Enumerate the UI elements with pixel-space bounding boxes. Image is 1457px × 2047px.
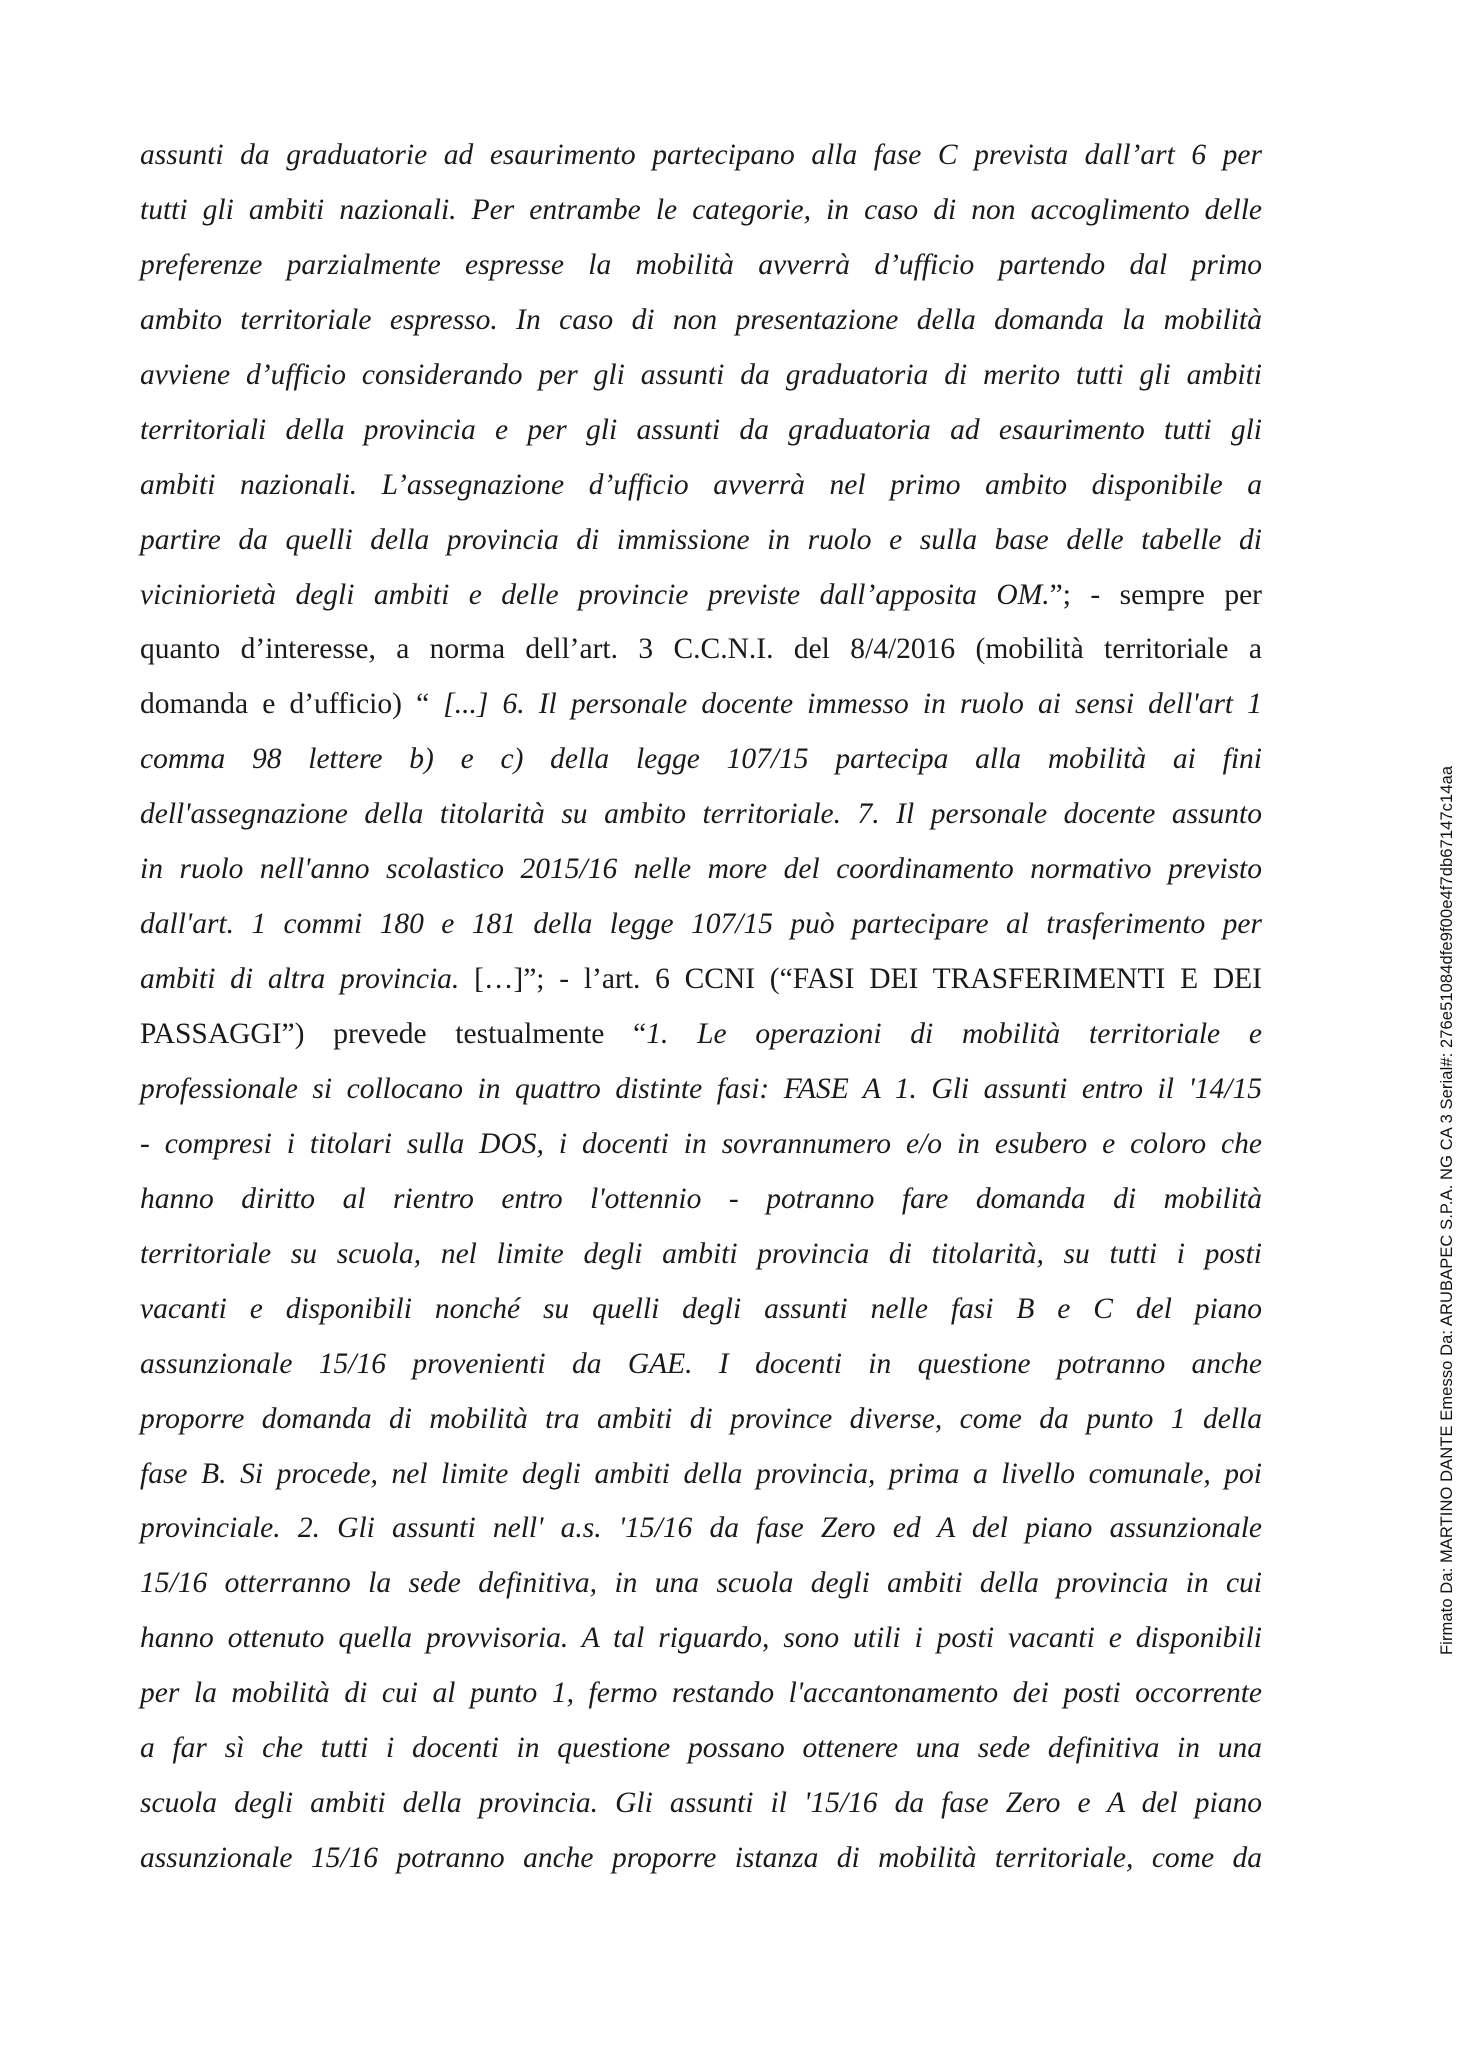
text-line <box>140 1611 1262 1666</box>
text-segment: ”; - sempre per <box>1049 578 1263 611</box>
text-line <box>140 732 1262 787</box>
text-segment: proporre domanda di mobilità tra ambiti di province diverse, come da punto 1 della <box>140 1402 1262 1435</box>
text-line <box>140 1007 1262 1062</box>
text-line <box>140 568 1262 623</box>
text-line <box>140 128 1262 183</box>
text-line <box>140 1227 1262 1282</box>
text-segment: hanno diritto al rientro entro l'ottennio - potranno fare domanda di mobilità <box>140 1182 1262 1215</box>
text-line <box>140 622 1262 677</box>
text-segment: in ruolo nell'anno scolastico 2015/16 nelle more del coordinamento normativo previsto <box>140 853 1262 886</box>
text-segment: territoriali della provincia e per gli assunti da graduatoria ad esaurimento tutti gli <box>140 413 1262 446</box>
text-segment: ambito territoriale espresso. In caso di non presentazione della domanda la mobilità <box>140 303 1262 336</box>
text-segment: tutti gli ambiti nazionali. Per entrambe le categorie, in caso di non accoglimento delle <box>140 193 1262 226</box>
text-line <box>140 1117 1262 1172</box>
text-segment: hanno ottenuto quella provvisoria. A tal riguardo, sono utili i posti vacanti e disponibili <box>140 1622 1262 1655</box>
text-segment: assunzionale 15/16 potranno anche proporre istanza di mobilità territoriale, come da <box>140 1842 1262 1875</box>
text-line <box>140 677 1262 732</box>
text-line <box>140 787 1262 842</box>
text-line <box>140 952 1262 1007</box>
text-line <box>140 897 1262 952</box>
text-segment: territoriale su scuola, nel limite degli ambiti provincia di titolarità, su tutti i posti <box>140 1237 1262 1270</box>
text-segment: vacanti e disponibili nonché su quelli degli assunti nelle fasi B e C del piano <box>140 1292 1262 1325</box>
text-segment: partire da quelli della provincia di immissione in ruolo e sulla base delle tabelle di <box>140 523 1262 556</box>
text-segment: assunti da graduatorie ad esaurimento partecipano alla fase C prevista dall’art 6 per <box>140 139 1262 171</box>
text-line <box>140 1337 1262 1392</box>
text-segment: viciniorietà degli ambiti e delle provincie previste dall’apposita OM. <box>140 578 1050 611</box>
text-line <box>140 513 1262 568</box>
text-line <box>140 1556 1262 1611</box>
text-line <box>140 1721 1262 1776</box>
text-line <box>140 1831 1262 1886</box>
text-segment: professionale si collocano in quattro distinte fasi: FASE A 1. Gli assunti entro il '14/15 <box>140 1072 1262 1105</box>
text-segment: […]”; - l’art. 6 CCNI (“FASI DEI TRASFERIMENTI E DEI <box>474 963 1262 996</box>
text-line <box>140 348 1262 403</box>
text-segment: avviene d’ufficio considerando per gli assunti da graduatoria di merito tutti gli ambiti <box>140 358 1262 391</box>
text-segment: dell'assegnazione della titolarità su ambito territoriale. 7. Il personale docente assunto <box>140 798 1262 831</box>
text-segment: scuola degli ambiti della provincia. Gli assunti il '15/16 da fase Zero e A del piano <box>140 1787 1262 1820</box>
text-segment: 15/16 otterranno la sede definitiva, in una scuola degli ambiti della provincia in cui <box>140 1567 1262 1600</box>
text-line <box>140 1172 1262 1227</box>
text-line <box>140 458 1262 513</box>
text-segment: domanda e d’ufficio) “ <box>140 688 444 721</box>
text-line <box>140 1447 1262 1502</box>
text-segment: - compresi i titolari sulla DOS, i docenti in sovrannumero e/o in esubero e coloro che <box>140 1127 1262 1160</box>
text-segment: PASSAGGI”) prevede testualmente “ <box>140 1018 647 1050</box>
text-line <box>140 1062 1262 1117</box>
text-segment: 1. Le operazioni di mobilità territoriale e <box>646 1018 1262 1050</box>
text-segment: ambiti nazionali. L’assegnazione d’ufficio avverrà nel primo ambito disponibile a <box>140 468 1262 501</box>
text-line <box>140 183 1262 238</box>
text-segment: ambiti di altra provincia. <box>140 963 475 996</box>
text-segment: dall'art. 1 commi 180 e 181 della legge 107/15 può partecipare al trasferimento per <box>140 908 1262 941</box>
text-segment: a far sì che tutti i docenti in questione possano ottenere una sede definitiva in una <box>140 1732 1262 1765</box>
text-line <box>140 1776 1262 1831</box>
text-segment: assunzionale 15/16 provenienti da GAE. I docenti in questione potranno anche <box>140 1347 1262 1380</box>
text-line <box>140 1392 1262 1447</box>
digital-signature-stamp: Firmato Da: MARTINO DANTE Emesso Da: ARUBAPEC S.P.A. NG CA 3 Serial#: 276e51084dfe9f00e4f7db67147c14aa <box>1438 765 1456 1655</box>
text-segment: fase B. Si procede, nel limite degli ambiti della provincia, prima a livello comunale, poi <box>140 1457 1262 1490</box>
text-line <box>140 1666 1262 1721</box>
text-segment: [...] 6. Il personale docente immesso in ruolo ai sensi dell'art 1 <box>443 688 1262 721</box>
text-line <box>140 842 1262 897</box>
body-text <box>140 128 1262 1886</box>
text-segment: provinciale. 2. Gli assunti nell' a.s. '15/16 da fase Zero ed A del piano assunzionale <box>140 1512 1262 1545</box>
text-segment: comma 98 lettere b) e c) della legge 107/15 partecipa alla mobilità ai fini <box>140 743 1262 776</box>
text-line <box>140 1282 1262 1337</box>
text-line <box>140 403 1262 458</box>
text-segment: quanto d’interesse, a norma dell’art. 3 C.C.N.I. del 8/4/2016 (mobilità territoriale a <box>140 633 1262 666</box>
text-line <box>140 293 1262 348</box>
text-segment: per la mobilità di cui al punto 1, fermo restando l'accantonamento dei posti occorrente <box>140 1677 1262 1710</box>
text-line <box>140 238 1262 293</box>
text-line <box>140 1501 1262 1556</box>
text-segment: preferenze parzialmente espresse la mobilità avverrà d’ufficio partendo dal primo <box>140 248 1262 281</box>
